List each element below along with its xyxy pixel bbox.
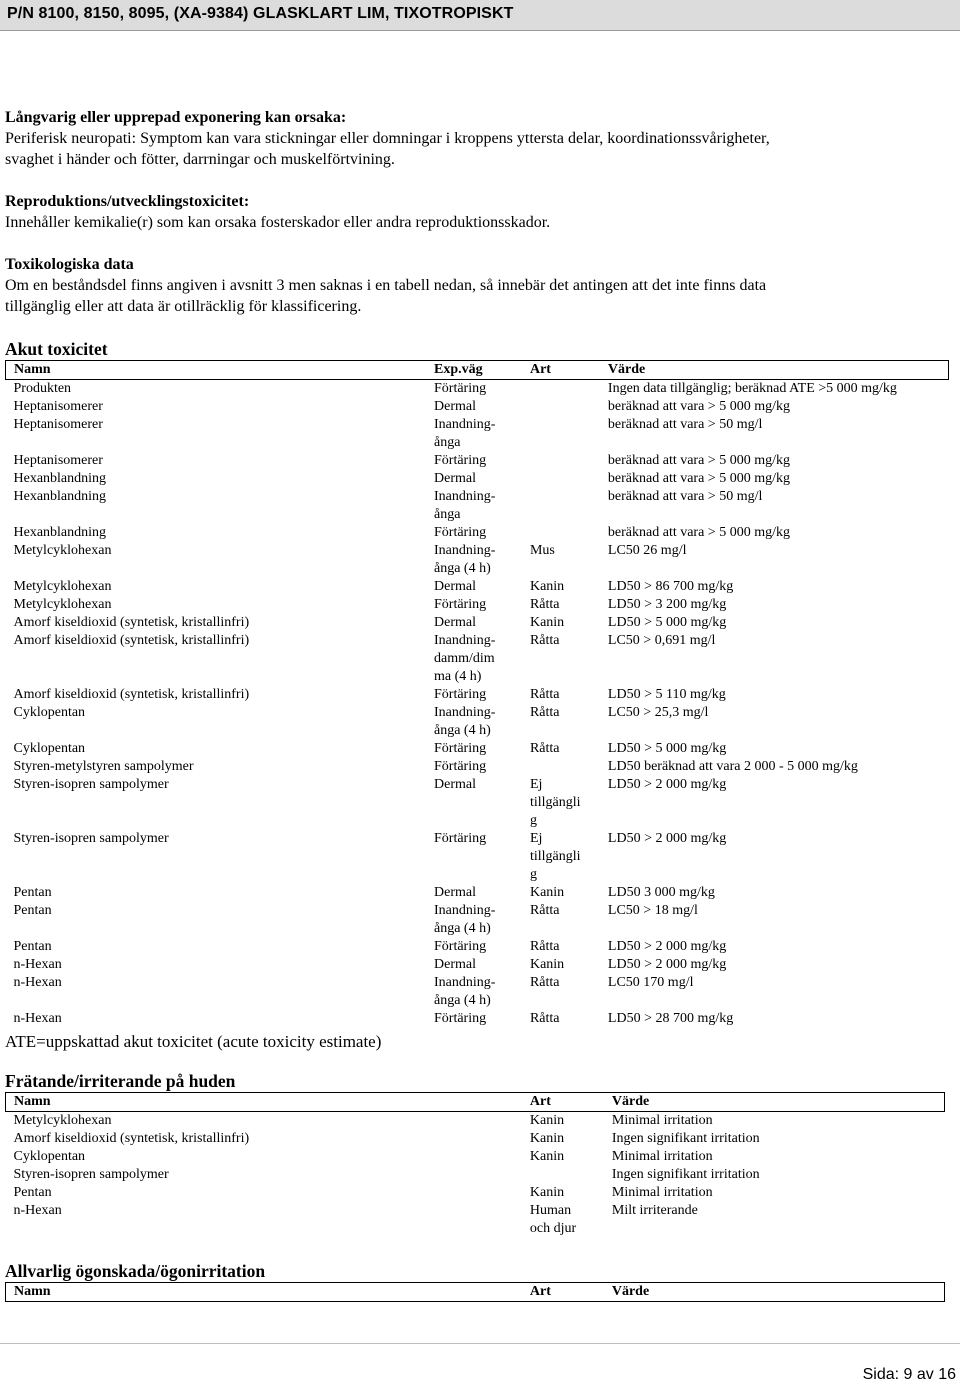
cell-route: Dermal (434, 615, 476, 630)
cell-route: Förtäring (434, 831, 487, 846)
eye-irritation-title: Allvarlig ögonskada/ögonirritation (5, 1261, 266, 1281)
cell-value: Ingen signifikant irritation (611, 1167, 760, 1182)
cell-route: Inandning- ånga (4 h) (434, 543, 496, 576)
cell-name: n-Hexan (13, 975, 62, 990)
acute-toxicity-title: Akut toxicitet (5, 339, 108, 359)
cell-species: Råtta (529, 975, 560, 990)
acute-table-header (6, 361, 949, 380)
cell-value: beräknad att vara > 5 000 mg/kg (607, 525, 790, 540)
header-name: Namn (6, 1093, 522, 1112)
cell-route: Förtäring (434, 939, 487, 954)
table-row (6, 974, 949, 1010)
cell-species (522, 380, 600, 399)
table-row (6, 1184, 945, 1202)
cell-name: Hexanblandning (13, 525, 107, 540)
cell-value: beräknad att vara > 50 mg/l (607, 417, 763, 432)
cell-species: Ej tillgängli g (529, 777, 581, 828)
cell-value: beräknad att vara > 5 000 mg/kg (607, 471, 790, 486)
cell-value: LC50 170 mg/l (607, 975, 694, 990)
cell-name: Cyklopentan (13, 1149, 86, 1164)
table-row (6, 938, 949, 956)
cell-route: Dermal (434, 957, 476, 972)
table-row (6, 1130, 945, 1148)
cell-route: Förtäring (434, 381, 487, 396)
cell-name: Heptanisomerer (13, 417, 103, 432)
cell-name: Metylcyklohexan (13, 543, 112, 558)
cell-value: LD50 beräknad att vara 2 000 - 5 000 mg/kg (607, 759, 858, 774)
cell-name: Amorf kiseldioxid (syntetisk, kristallinfri) (13, 633, 250, 648)
cell-route: Förtäring (434, 597, 487, 612)
cell-route: Inandning- ånga (434, 417, 496, 450)
cell-name: Styren-metylstyren sampolymer (13, 759, 194, 774)
skin-irritation-title: Frätande/irriterande på huden (5, 1071, 236, 1091)
cell-species (522, 758, 600, 776)
cell-species: Råtta (529, 1011, 560, 1026)
cell-species: Kanin (529, 1113, 565, 1128)
footer-divider (0, 1343, 960, 1344)
page-number: Sida: 9 av 16 (862, 1366, 956, 1383)
cell-value: Minimal irritation (611, 1113, 713, 1128)
cell-route: Dermal (434, 777, 476, 792)
cell-route: Inandning- ånga (4 h) (434, 975, 496, 1008)
repro-text: Innehåller kemikalie(r) som kan orsaka fosterskador eller andra reproduktionsskador. (5, 214, 551, 231)
cell-species: Råtta (529, 741, 560, 756)
table-row (6, 596, 949, 614)
cell-value: LD50 > 2 000 mg/kg (607, 957, 727, 972)
header-bar (0, 0, 960, 31)
table-row (6, 1166, 945, 1184)
cell-species (522, 416, 600, 452)
cell-value: LD50 > 5 110 mg/kg (607, 687, 726, 702)
cell-name: Cyklopentan (13, 741, 86, 756)
cell-value: LD50 > 86 700 mg/kg (607, 579, 734, 594)
cell-name: Hexanblandning (13, 471, 107, 486)
cell-species: Råtta (529, 903, 560, 918)
cell-species (522, 524, 600, 542)
table-row (6, 470, 949, 488)
cell-value: Ingen signifikant irritation (611, 1131, 760, 1146)
table-row (6, 740, 949, 758)
cell-value: LD50 > 2 000 mg/kg (607, 777, 727, 792)
cell-species: Kanin (529, 579, 565, 594)
cell-value: Milt irriterande (611, 1203, 698, 1218)
cell-species: Kanin (529, 1185, 565, 1200)
table-row (6, 830, 949, 884)
cell-route: Dermal (434, 579, 476, 594)
cell-name: Styren-isopren sampolymer (13, 831, 169, 846)
table-row (6, 488, 949, 524)
cell-species: Kanin (529, 885, 565, 900)
table-row (6, 632, 949, 686)
repro-heading: Reproduktions/utvecklingstoxicitet: (5, 193, 250, 210)
cell-route: Förtäring (434, 1011, 487, 1026)
table-row (6, 524, 949, 542)
cell-species: Kanin (529, 615, 565, 630)
skin-irritation-table (5, 1092, 945, 1238)
table-row (6, 380, 949, 399)
cell-route: Förtäring (434, 453, 487, 468)
cell-species: Kanin (529, 1149, 565, 1164)
table-row (6, 1148, 945, 1166)
cell-value: LD50 > 2 000 mg/kg (607, 939, 727, 954)
cell-value: Ingen data tillgänglig; beräknad ATE >5 000 mg/kg (607, 381, 897, 396)
cell-species: Kanin (529, 1131, 565, 1146)
cell-species: Råtta (529, 939, 560, 954)
tox-data-line-1: Om en beståndsdel finns angiven i avsnitt 3 men saknas i en tabell nedan, så innebär det antingen att det inte finns data (5, 277, 767, 294)
cell-value: beräknad att vara > 5 000 mg/kg (607, 453, 790, 468)
cell-species: Råtta (529, 633, 560, 648)
cell-name: Styren-isopren sampolymer (13, 1167, 169, 1182)
header-name: Namn (6, 361, 427, 380)
cell-value: LC50 26 mg/l (607, 543, 687, 558)
table-row (6, 1202, 945, 1238)
cell-species: Råtta (529, 597, 560, 612)
table-row (6, 776, 949, 830)
table-row (6, 956, 949, 974)
cell-name: Metylcyklohexan (13, 1113, 112, 1128)
cell-value: LD50 > 2 000 mg/kg (607, 831, 727, 846)
cell-name: Metylcyklohexan (13, 597, 112, 612)
table-row (6, 902, 949, 938)
header-value: Värde (600, 361, 949, 380)
cell-name: Hexanblandning (13, 489, 107, 504)
cell-name: Pentan (13, 1185, 52, 1200)
cell-name: n-Hexan (13, 1011, 62, 1026)
table-row (6, 1010, 949, 1028)
cell-name: Pentan (13, 939, 52, 954)
cell-route: Inandning- ånga (4 h) (434, 705, 496, 738)
cell-species: Mus (529, 543, 555, 558)
cell-name: Produkten (13, 381, 72, 396)
cell-name: Heptanisomerer (13, 399, 103, 414)
cell-value: LC50 > 18 mg/l (607, 903, 698, 918)
page-content (5, 107, 950, 1302)
table-row (6, 704, 949, 740)
table-row (6, 686, 949, 704)
header-value: Värde (604, 1093, 945, 1112)
cell-name: n-Hexan (13, 1203, 62, 1218)
cell-species (522, 452, 600, 470)
cell-name: Amorf kiseldioxid (syntetisk, kristallinfri) (13, 1131, 250, 1146)
cell-route: Inandning- damm/dim ma (4 h) (434, 633, 496, 684)
table-row (6, 542, 949, 578)
header-species: Art (522, 1093, 604, 1112)
header-route: Exp.väg (426, 361, 522, 380)
cell-name: Pentan (13, 885, 52, 900)
table-row (6, 416, 949, 452)
cell-species (522, 398, 600, 416)
cell-name: Heptanisomerer (13, 453, 103, 468)
cell-value: beräknad att vara > 50 mg/l (607, 489, 763, 504)
cell-route: Dermal (434, 471, 476, 486)
table-row (6, 758, 949, 776)
acute-toxicity-table (5, 360, 949, 1028)
cell-name: Cyklopentan (13, 705, 86, 720)
ate-note: ATE=uppskattad akut toxicitet (acute toxicity estimate) (5, 1032, 382, 1051)
cell-route: Inandning- ånga (4 h) (434, 903, 496, 936)
table-row (6, 614, 949, 632)
cell-species: Kanin (529, 957, 565, 972)
cell-route: Dermal (434, 399, 476, 414)
tox-data-heading: Toxikologiska data (5, 256, 134, 273)
header-value: Värde (604, 1283, 945, 1302)
cell-route: Förtäring (434, 759, 487, 774)
cell-value: LD50 > 28 700 mg/kg (607, 1011, 734, 1026)
eye-table-header (6, 1283, 945, 1302)
long-exposure-heading: Långvarig eller upprepad exponering kan orsaka: (5, 109, 347, 126)
cell-value: LD50 3 000 mg/kg (607, 885, 715, 900)
cell-name: Metylcyklohexan (13, 579, 112, 594)
eye-irritation-table (5, 1282, 945, 1302)
cell-value: beräknad att vara > 5 000 mg/kg (607, 399, 790, 414)
cell-route: Förtäring (434, 741, 487, 756)
cell-route: Förtäring (434, 687, 487, 702)
cell-species: Ej tillgängli g (529, 831, 581, 882)
cell-value: Minimal irritation (611, 1185, 713, 1200)
cell-value: LD50 > 3 200 mg/kg (607, 597, 727, 612)
header-name: Namn (6, 1283, 522, 1302)
skin-table-header (6, 1093, 945, 1112)
cell-value: LD50 > 5 000 mg/kg (607, 615, 727, 630)
cell-value: Minimal irritation (611, 1149, 713, 1164)
table-row (6, 884, 949, 902)
cell-species: Råtta (529, 687, 560, 702)
long-exposure-line-1: Periferisk neuropati: Symptom kan vara stickningar eller domningar i kroppens yttersta delar, koordinationssvårigheter, (5, 130, 770, 147)
cell-route: Inandning- ånga (434, 489, 496, 522)
cell-species (522, 470, 600, 488)
cell-species: Human och djur (529, 1203, 577, 1236)
cell-name: Amorf kiseldioxid (syntetisk, kristallinfri) (13, 687, 250, 702)
cell-value: LD50 > 5 000 mg/kg (607, 741, 727, 756)
header-species: Art (522, 361, 600, 380)
cell-value: LC50 > 0,691 mg/l (607, 633, 716, 648)
long-exposure-line-2: svaghet i händer och fötter, darrningar och muskelförtvining. (5, 151, 395, 168)
tox-data-line-2: tillgänglig eller att data är otillräcklig för klassificering. (5, 298, 362, 315)
header-species: Art (522, 1283, 604, 1302)
table-row (6, 578, 949, 596)
table-row (6, 398, 949, 416)
cell-name: n-Hexan (13, 957, 62, 972)
cell-route: Dermal (434, 885, 476, 900)
table-row (6, 452, 949, 470)
cell-route: Förtäring (434, 525, 487, 540)
cell-value: LC50 > 25,3 mg/l (607, 705, 709, 720)
cell-species (522, 1166, 604, 1184)
cell-name: Styren-isopren sampolymer (13, 777, 169, 792)
cell-species: Råtta (529, 705, 560, 720)
table-row (6, 1112, 945, 1131)
cell-species (522, 488, 600, 524)
cell-name: Pentan (13, 903, 52, 918)
cell-name: Amorf kiseldioxid (syntetisk, kristallinfri) (13, 615, 250, 630)
document-title: P/N 8100, 8150, 8095, (XA-9384) GLASKLART LIM, TIXOTROPISKT (7, 5, 514, 22)
